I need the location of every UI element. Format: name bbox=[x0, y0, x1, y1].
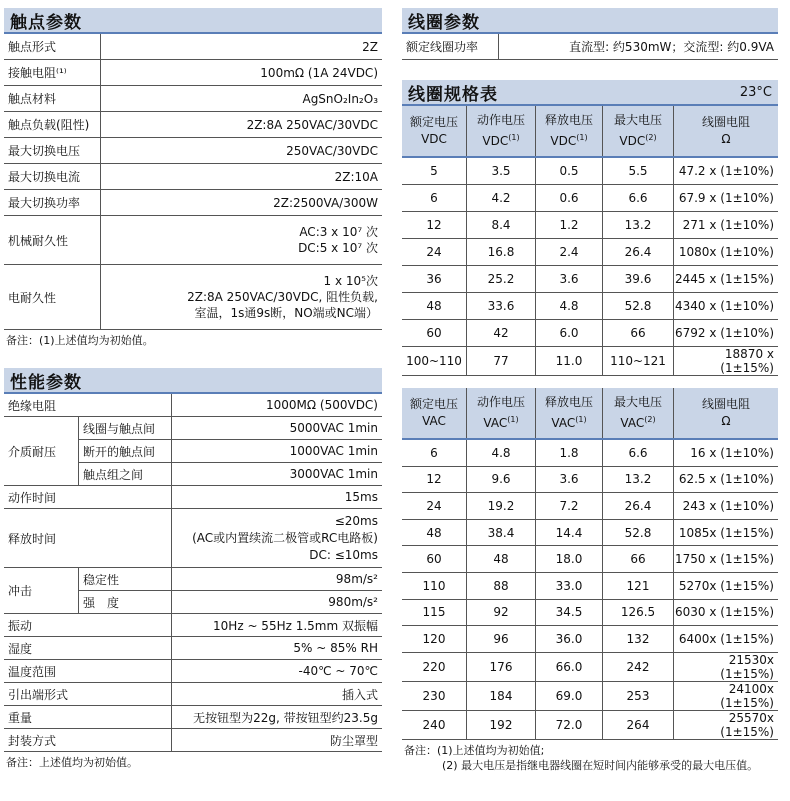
ac-coil-body bbox=[402, 439, 778, 739]
ac-coil-header-unit: VAC$^{(2)}$ bbox=[620, 415, 656, 430]
ac-coil-cell: 38.4 bbox=[467, 519, 536, 546]
ac-coil-cell: 264 bbox=[603, 710, 674, 739]
ac-coil-row bbox=[402, 572, 778, 599]
dc-coil-row bbox=[402, 185, 778, 212]
ac-coil-cell: 9.6 bbox=[467, 466, 536, 493]
perf-value: 980m/s² bbox=[172, 591, 383, 614]
contact-key: 最大切换电流 bbox=[4, 164, 101, 190]
perf-key: 振动 bbox=[4, 614, 172, 637]
dc-coil-cell: 2445 x (1±15%) bbox=[674, 266, 779, 293]
dc-coil-header-unit: VDC$^{(1)}$ bbox=[482, 133, 520, 148]
dc-coil-cell: 2.4 bbox=[536, 239, 603, 266]
contact-value: AgSnO₂In₂O₃ bbox=[101, 86, 383, 112]
perf-row-shock bbox=[4, 568, 382, 591]
perf-note: 备注：上述值均为初始值。 bbox=[6, 756, 138, 769]
ac-coil-header-label: 动作电压 bbox=[476, 395, 525, 409]
dc-coil-cell: 42 bbox=[467, 320, 536, 347]
ac-coil-cell: 176 bbox=[467, 652, 536, 681]
dc-coil-cell: 5.5 bbox=[603, 157, 674, 185]
ac-coil-row bbox=[402, 681, 778, 710]
dc-coil-cell: 100~110 bbox=[402, 347, 467, 376]
ac-coil-cell: 13.2 bbox=[603, 466, 674, 493]
dc-coil-cell: 0.6 bbox=[536, 185, 603, 212]
perf-value: 15ms bbox=[172, 486, 383, 509]
perf-key: 温度范围 bbox=[4, 660, 172, 683]
dc-coil-header-label: 线圈电阻 bbox=[701, 115, 750, 129]
ac-coil-cell: 6400x (1±15%) bbox=[674, 626, 779, 653]
dc-coil-row bbox=[402, 347, 778, 376]
ac-coil-cell: 126.5 bbox=[603, 599, 674, 626]
ac-coil-row bbox=[402, 652, 778, 681]
dc-coil-cell: 5 bbox=[402, 157, 467, 185]
perf-value-line: (AC或内置续流二极管或RC电路板) bbox=[192, 530, 378, 545]
dc-coil-cell: 6 bbox=[402, 185, 467, 212]
dc-coil-cell: 36 bbox=[402, 266, 467, 293]
ac-coil-row bbox=[402, 546, 778, 573]
dc-coil-cell: 16.8 bbox=[467, 239, 536, 266]
ac-coil-header-label: 额定电压 bbox=[409, 397, 458, 411]
dc-coil-header-unit: Ω bbox=[721, 132, 731, 146]
coil-params-table bbox=[402, 34, 778, 60]
perf-key: 冲击 bbox=[4, 568, 79, 614]
ac-coil-cell: 6.6 bbox=[603, 439, 674, 466]
perf-value-line: ≤20ms bbox=[334, 513, 378, 528]
perf-value: 1000VAC 1min bbox=[172, 440, 383, 463]
contact-value bbox=[101, 216, 383, 265]
ac-coil-header-label: 线圈电阻 bbox=[701, 397, 750, 411]
ac-coil-cell: 48 bbox=[467, 546, 536, 573]
dc-coil-cell: 0.5 bbox=[536, 157, 603, 185]
dc-coil-cell: 11.0 bbox=[536, 347, 603, 376]
ac-coil-cell: 25570x (1±15%) bbox=[674, 710, 779, 739]
dc-coil-cell: 25.2 bbox=[467, 266, 536, 293]
ac-coil-header-unit: VAC bbox=[422, 414, 446, 428]
contact-row bbox=[4, 34, 382, 60]
contact-key: 最大切换电压 bbox=[4, 138, 101, 164]
perf-key: 绝缘电阻 bbox=[4, 394, 172, 417]
dc-coil-header-note: (2) bbox=[645, 133, 657, 142]
ac-coil-header-note: (1) bbox=[575, 415, 587, 424]
perf-value: 1000MΩ (500VDC) bbox=[172, 394, 383, 417]
contact-section-header bbox=[4, 8, 382, 34]
ac-coil-header-note: (2) bbox=[644, 415, 656, 424]
perf-subkey: 线圈与触点间 bbox=[79, 417, 172, 440]
ac-coil-cell: 12 bbox=[402, 466, 467, 493]
perf-rest-rows bbox=[4, 614, 382, 752]
ac-coil-cell: 5270x (1±15%) bbox=[674, 572, 779, 599]
ac-coil-cell: 33.0 bbox=[536, 572, 603, 599]
ac-coil-cell: 4.8 bbox=[467, 439, 536, 466]
coil-spec-header bbox=[402, 80, 778, 106]
dc-coil-row bbox=[402, 320, 778, 347]
coil-params-header bbox=[402, 8, 778, 34]
coil-spec-temp: 23°C bbox=[739, 84, 772, 100]
dc-coil-table bbox=[402, 106, 778, 376]
ac-coil-cell: 69.0 bbox=[536, 681, 603, 710]
dc-coil-cell: 6.6 bbox=[603, 185, 674, 212]
dc-coil-row bbox=[402, 239, 778, 266]
coil-params-key: 额定线圈功率 bbox=[402, 34, 499, 60]
dc-coil-cell: 66 bbox=[603, 320, 674, 347]
contact-key: 电耐久性 bbox=[4, 265, 101, 330]
contact-value-line: 1 x 10⁵次 bbox=[323, 274, 378, 288]
perf-row bbox=[4, 683, 382, 706]
ac-coil-cell: 6 bbox=[402, 439, 467, 466]
dc-coil-header-unit: VDC bbox=[421, 132, 447, 146]
contact-value: 100mΩ (1A 24VDC) bbox=[101, 60, 383, 86]
perf-value: 无按钮型为22g, 带按钮型约23.5g bbox=[172, 706, 383, 729]
contact-row bbox=[4, 138, 382, 164]
contact-note: 备注：(1)上述值均为初始值。 bbox=[6, 334, 154, 347]
dc-coil-cell: 24 bbox=[402, 239, 467, 266]
ac-coil-cell: 184 bbox=[467, 681, 536, 710]
dc-coil-cell: 6792 x (1±10%) bbox=[674, 320, 779, 347]
perf-value: -40℃ ~ 70℃ bbox=[172, 660, 383, 683]
dc-coil-header-cell bbox=[467, 106, 536, 157]
ac-coil-cell: 14.4 bbox=[536, 519, 603, 546]
ac-coil-cell: 52.8 bbox=[603, 519, 674, 546]
coil-params-title: 线圈参数 bbox=[408, 12, 480, 33]
ac-coil-cell: 240 bbox=[402, 710, 467, 739]
contact-row bbox=[4, 164, 382, 190]
ac-coil-cell: 132 bbox=[603, 626, 674, 653]
contact-value: 250VAC/30VDC bbox=[101, 138, 383, 164]
ac-coil-cell: 18.0 bbox=[536, 546, 603, 573]
perf-row-dielectric bbox=[4, 417, 382, 440]
dc-coil-cell: 4340 x (1±10%) bbox=[674, 293, 779, 320]
contact-row bbox=[4, 112, 382, 138]
contact-value-line: 2Z:8A 250VAC/30VDC, 阻性负载, bbox=[187, 290, 378, 304]
contact-value-line: DC:5 x 10⁷ 次 bbox=[298, 241, 378, 255]
contact-section-title: 触点参数 bbox=[10, 12, 82, 33]
ac-coil-row bbox=[402, 466, 778, 493]
contact-value-line: 室温，1s通9s断，NO端或NC端） bbox=[194, 306, 378, 320]
ac-coil-header-unit: VAC$^{(1)}$ bbox=[483, 415, 519, 430]
perf-row bbox=[4, 729, 382, 752]
contact-value bbox=[101, 265, 383, 330]
ac-coil-cell: 48 bbox=[402, 519, 467, 546]
ac-coil-header-note: (1) bbox=[507, 415, 519, 424]
ac-coil-cell: 66.0 bbox=[536, 652, 603, 681]
perf-row bbox=[4, 660, 382, 683]
perf-row bbox=[4, 706, 382, 729]
perf-section-header bbox=[4, 368, 382, 394]
ac-coil-header-cell bbox=[536, 388, 603, 439]
ac-coil-header-cell bbox=[674, 388, 779, 439]
dc-coil-header-unit: VDC$^{(2)}$ bbox=[619, 133, 657, 148]
ac-coil-cell: 62.5 x (1±10%) bbox=[674, 466, 779, 493]
dc-coil-cell: 271 x (1±10%) bbox=[674, 212, 779, 239]
ac-coil-cell: 60 bbox=[402, 546, 467, 573]
dc-coil-cell: 13.2 bbox=[603, 212, 674, 239]
perf-subkey: 触点组之间 bbox=[79, 463, 172, 486]
ac-coil-cell: 115 bbox=[402, 599, 467, 626]
contact-row bbox=[4, 265, 382, 330]
contact-value: 2Z bbox=[101, 34, 383, 60]
left-column bbox=[4, 8, 382, 770]
contact-row bbox=[4, 86, 382, 112]
perf-value-line: DC: ≤10ms bbox=[309, 547, 378, 562]
dc-coil-cell: 26.4 bbox=[603, 239, 674, 266]
ac-coil-cell: 16 x (1±10%) bbox=[674, 439, 779, 466]
perf-row-insulation bbox=[4, 394, 382, 417]
perf-key: 介质耐压 bbox=[4, 417, 79, 486]
coil-params-value: 直流型: 约530mW；交流型: 约0.9VA bbox=[499, 34, 779, 60]
dc-coil-header bbox=[402, 106, 778, 157]
dc-coil-cell: 52.8 bbox=[603, 293, 674, 320]
contact-value: 2Z:8A 250VAC/30VDC bbox=[101, 112, 383, 138]
coil-spec-note-2: (2) 最大电压是指继电器线圈在短时间内能够承受的最大电压值。 bbox=[442, 758, 759, 772]
ac-coil-cell: 220 bbox=[402, 652, 467, 681]
dc-coil-cell: 33.6 bbox=[467, 293, 536, 320]
ac-coil-cell: 19.2 bbox=[467, 493, 536, 520]
contact-key: 触点形式 bbox=[4, 34, 101, 60]
dc-coil-cell: 3.5 bbox=[467, 157, 536, 185]
dc-coil-header-label: 动作电压 bbox=[476, 113, 525, 127]
perf-section-title: 性能参数 bbox=[10, 372, 82, 393]
perf-subkey: 稳定性 bbox=[79, 568, 172, 591]
perf-value: 10Hz ~ 55Hz 1.5mm 双振幅 bbox=[172, 614, 383, 637]
ac-coil-cell: 72.0 bbox=[536, 710, 603, 739]
perf-value: 防尘罩型 bbox=[172, 729, 383, 752]
dc-coil-cell: 18870 x (1±15%) bbox=[674, 347, 779, 376]
coil-spec-title: 线圈规格表 bbox=[408, 84, 498, 105]
ac-coil-cell: 192 bbox=[467, 710, 536, 739]
ac-coil-row bbox=[402, 626, 778, 653]
contact-value-line: AC:3 x 10⁷ 次 bbox=[299, 225, 378, 239]
contact-key: 最大切换功率 bbox=[4, 190, 101, 216]
ac-coil-row bbox=[402, 493, 778, 520]
dc-coil-cell: 4.8 bbox=[536, 293, 603, 320]
coil-params-row bbox=[402, 34, 778, 60]
ac-coil-cell: 121 bbox=[603, 572, 674, 599]
ac-coil-cell: 36.0 bbox=[536, 626, 603, 653]
ac-coil-row bbox=[402, 710, 778, 739]
ac-coil-cell: 92 bbox=[467, 599, 536, 626]
ac-coil-row bbox=[402, 439, 778, 466]
contact-row bbox=[4, 216, 382, 265]
ac-coil-cell: 26.4 bbox=[603, 493, 674, 520]
perf-key: 引出端形式 bbox=[4, 683, 172, 706]
ac-coil-cell: 88 bbox=[467, 572, 536, 599]
perf-row-release bbox=[4, 509, 382, 568]
ac-coil-header-unit: VAC$^{(1)}$ bbox=[551, 415, 587, 430]
dc-coil-row bbox=[402, 212, 778, 239]
ac-coil-cell: 3.6 bbox=[536, 466, 603, 493]
ac-coil-cell: 1750 x (1±15%) bbox=[674, 546, 779, 573]
contact-value: 2Z:2500VA/300W bbox=[101, 190, 383, 216]
dc-coil-cell: 12 bbox=[402, 212, 467, 239]
dc-coil-header-cell bbox=[603, 106, 674, 157]
dc-coil-cell: 60 bbox=[402, 320, 467, 347]
ac-coil-cell: 110 bbox=[402, 572, 467, 599]
dc-coil-cell: 6.0 bbox=[536, 320, 603, 347]
ac-coil-cell: 24100x (1±15%) bbox=[674, 681, 779, 710]
ac-coil-cell: 6030 x (1±15%) bbox=[674, 599, 779, 626]
dc-coil-cell: 4.2 bbox=[467, 185, 536, 212]
contact-row bbox=[4, 190, 382, 216]
perf-key: 重量 bbox=[4, 706, 172, 729]
ac-coil-header-cell bbox=[603, 388, 674, 439]
ac-coil-cell: 24 bbox=[402, 493, 467, 520]
perf-value: 5000VAC 1min bbox=[172, 417, 383, 440]
perf-key: 动作时间 bbox=[4, 486, 172, 509]
ac-coil-cell: 230 bbox=[402, 681, 467, 710]
coil-spec-note-1: 备注：(1)上述值均为初始值; bbox=[404, 743, 545, 757]
ac-coil-table bbox=[402, 388, 778, 740]
dc-coil-header-label: 额定电压 bbox=[409, 115, 458, 129]
dc-coil-header-note: (1) bbox=[508, 133, 520, 142]
ac-coil-cell: 96 bbox=[467, 626, 536, 653]
dc-coil-header-cell bbox=[674, 106, 779, 157]
dc-coil-cell: 110~121 bbox=[603, 347, 674, 376]
perf-value: 5% ~ 85% RH bbox=[172, 637, 383, 660]
dc-coil-row bbox=[402, 293, 778, 320]
dc-coil-cell: 3.6 bbox=[536, 266, 603, 293]
perf-value: 插入式 bbox=[172, 683, 383, 706]
perf-value: 98m/s² bbox=[172, 568, 383, 591]
ac-coil-cell: 253 bbox=[603, 681, 674, 710]
dc-coil-header-unit: VDC$^{(1)}$ bbox=[550, 133, 588, 148]
dc-coil-row bbox=[402, 266, 778, 293]
ac-coil-cell: 7.2 bbox=[536, 493, 603, 520]
coil-spec-note bbox=[402, 740, 778, 773]
dc-coil-cell: 39.6 bbox=[603, 266, 674, 293]
ac-coil-cell: 242 bbox=[603, 652, 674, 681]
ac-coil-cell: 1085x (1±15%) bbox=[674, 519, 779, 546]
dc-coil-header-cell bbox=[536, 106, 603, 157]
ac-coil-cell: 243 x (1±10%) bbox=[674, 493, 779, 520]
perf-subkey: 强 度 bbox=[79, 591, 172, 614]
ac-coil-header-label: 最大电压 bbox=[613, 395, 662, 409]
contact-key: 触点材料 bbox=[4, 86, 101, 112]
perf-table bbox=[4, 394, 382, 752]
ac-coil-header-cell bbox=[402, 388, 467, 439]
ac-coil-header-unit: Ω bbox=[721, 414, 731, 428]
ac-coil-cell: 21530x (1±15%) bbox=[674, 652, 779, 681]
contact-value: 2Z:10A bbox=[101, 164, 383, 190]
ac-coil-header-cell bbox=[467, 388, 536, 439]
dc-coil-cell: 48 bbox=[402, 293, 467, 320]
perf-subkey: 断开的触点间 bbox=[79, 440, 172, 463]
dc-coil-cell: 67.9 x (1±10%) bbox=[674, 185, 779, 212]
ac-coil-header bbox=[402, 388, 778, 439]
ac-coil-cell: 120 bbox=[402, 626, 467, 653]
dc-coil-header-note: (1) bbox=[576, 133, 588, 142]
dc-coil-row bbox=[402, 157, 778, 185]
perf-row bbox=[4, 637, 382, 660]
contact-key: 接触电阻⁽¹⁾ bbox=[4, 60, 101, 86]
perf-value: 3000VAC 1min bbox=[172, 463, 383, 486]
dc-coil-cell: 47.2 x (1±10%) bbox=[674, 157, 779, 185]
perf-row-operate bbox=[4, 486, 382, 509]
ac-coil-header-label: 释放电压 bbox=[544, 395, 593, 409]
perf-value bbox=[172, 509, 383, 568]
dc-coil-cell: 77 bbox=[467, 347, 536, 376]
dc-coil-header-label: 最大电压 bbox=[613, 113, 662, 127]
ac-coil-cell: 66 bbox=[603, 546, 674, 573]
perf-key: 封装方式 bbox=[4, 729, 172, 752]
perf-key: 释放时间 bbox=[4, 509, 172, 568]
dc-coil-cell: 1.2 bbox=[536, 212, 603, 239]
ac-coil-row bbox=[402, 599, 778, 626]
ac-coil-cell: 1.8 bbox=[536, 439, 603, 466]
contact-table bbox=[4, 34, 382, 330]
perf-row bbox=[4, 614, 382, 637]
dc-coil-body bbox=[402, 157, 778, 376]
contact-key: 机械耐久性 bbox=[4, 216, 101, 265]
ac-coil-row bbox=[402, 519, 778, 546]
dc-coil-cell: 8.4 bbox=[467, 212, 536, 239]
dc-coil-header-label: 释放电压 bbox=[544, 113, 593, 127]
contact-key: 触点负载(阻性) bbox=[4, 112, 101, 138]
dc-coil-header-cell bbox=[402, 106, 467, 157]
perf-key: 湿度 bbox=[4, 637, 172, 660]
dc-coil-cell: 1080x (1±10%) bbox=[674, 239, 779, 266]
ac-coil-cell: 34.5 bbox=[536, 599, 603, 626]
contact-row bbox=[4, 60, 382, 86]
right-column bbox=[402, 8, 778, 773]
